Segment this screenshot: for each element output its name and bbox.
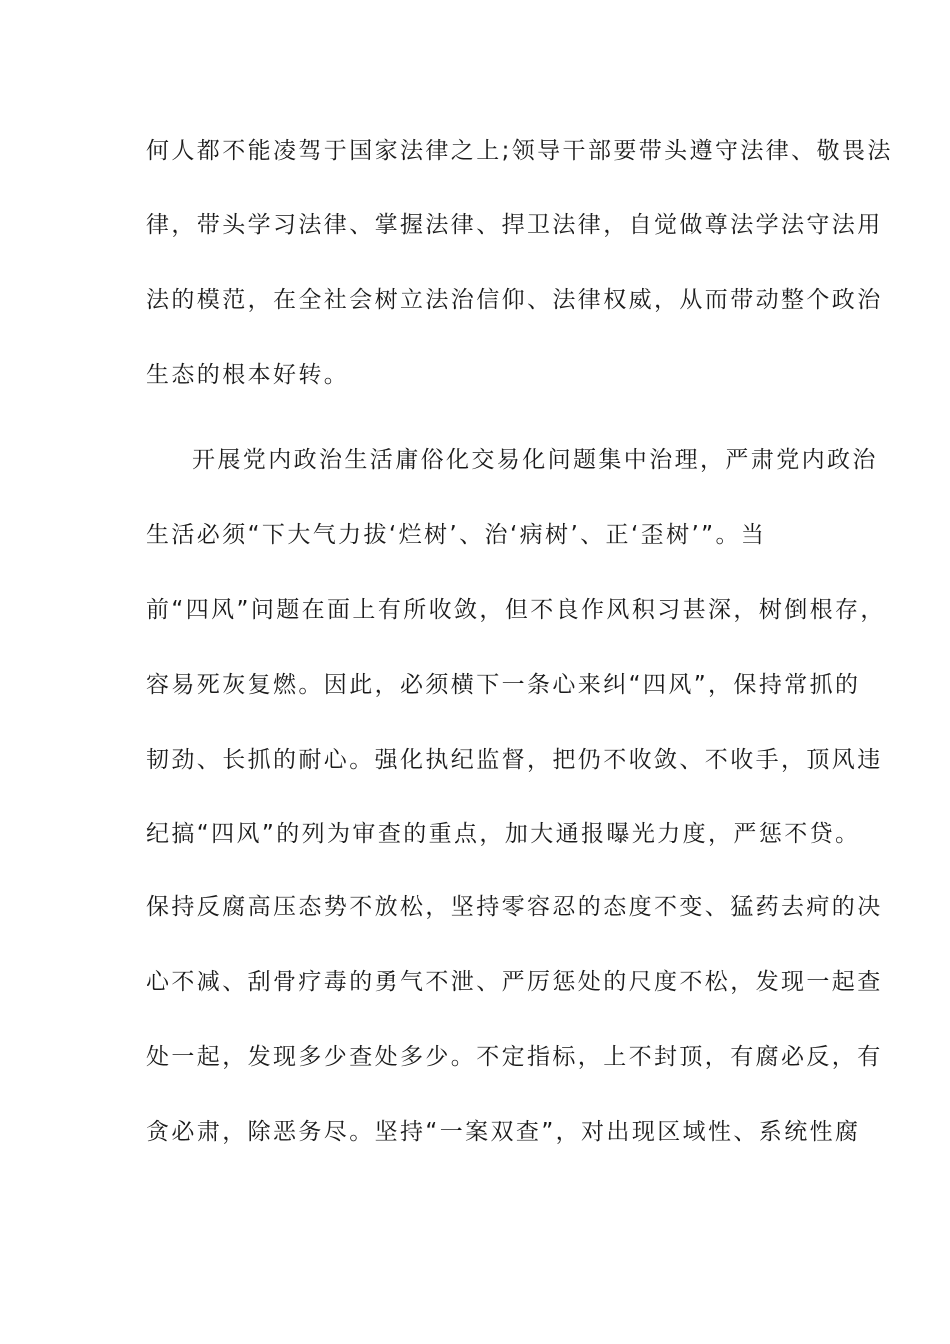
text-line: 法的模范，在全社会树立法治信仰、法律权威，从而带动整个政治 xyxy=(146,287,883,313)
text-line: 生态的根本好转。 xyxy=(146,362,350,388)
text-line: 律，带头学习法律、掌握法律、捍卫法律，自觉做尊法学法守法用 xyxy=(146,212,883,238)
text-line: 纪搞“四风”的列为审查的重点，加大通报曝光力度，严惩不贷。 xyxy=(146,821,861,847)
text-line: 何人都不能凌驾于国家法律之上;领导干部要带头遵守法律、敬畏法 xyxy=(146,138,893,164)
text-line: 保持反腐高压态势不放松，坚持零容忍的态度不变、猛药去疴的决 xyxy=(146,894,883,920)
text-line-indented: 开展党内政治生活庸俗化交易化问题集中治理，严肃党内政治 xyxy=(192,447,878,473)
text-line: 韧劲、长抓的耐心。强化执纪监督，把仍不收敛、不收手，顶风违 xyxy=(146,747,883,773)
text-line: 生活必须“下大气力拔‘烂树’、治‘病树’、正‘歪树’”。当 xyxy=(146,522,767,548)
text-line: 贪必肃，除恶务尽。坚持“一案双查”，对出现区域性、系统性腐 xyxy=(146,1119,861,1145)
text-line: 容易死灰复燃。因此，必须横下一条心来纠“四风”，保持常抓的 xyxy=(146,672,861,698)
text-line: 处一起，发现多少查处多少。不定指标，上不封顶，有腐必反，有 xyxy=(146,1044,883,1070)
text-line: 前“四风”问题在面上有所收敛，但不良作风积习甚深，树倒根存， xyxy=(146,597,886,623)
text-line: 心不减、刮骨疗毒的勇气不泄、严厉惩处的尺度不松，发现一起查 xyxy=(146,969,883,995)
